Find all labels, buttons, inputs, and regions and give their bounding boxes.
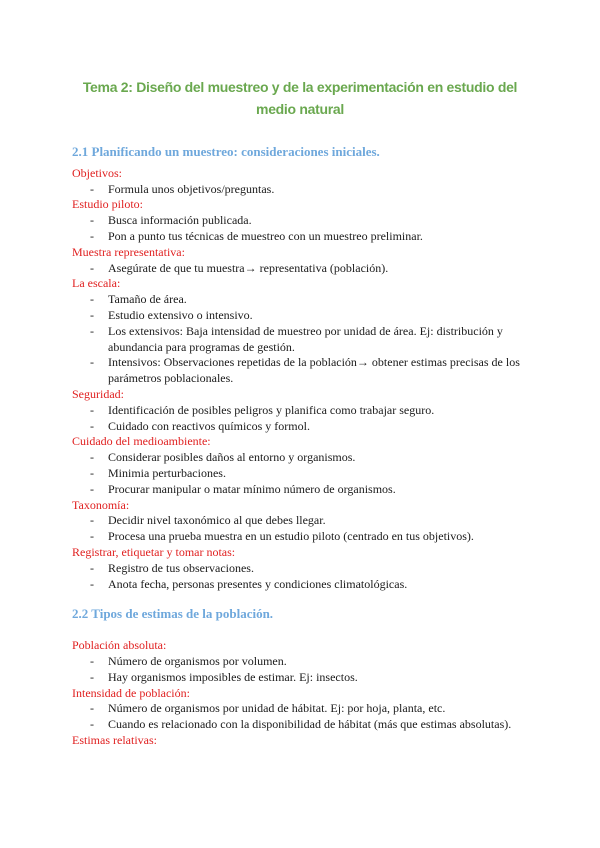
list-item-text: Tamaño de área.	[108, 292, 187, 307]
subheading-label: Seguridad:	[72, 386, 124, 401]
subheading-label: Taxonomía:	[72, 497, 130, 512]
list-item	[72, 355, 532, 387]
subheading-label: Población absoluta:	[72, 638, 167, 653]
bullet-list	[72, 182, 532, 198]
section-heading: 2.1 Planificando un muestreo: consideraciones iniciales.	[72, 144, 380, 159]
bullet-list	[72, 513, 532, 545]
dash-bullet: -	[90, 228, 94, 243]
dash-bullet: -	[90, 450, 94, 465]
bullet-list	[72, 561, 532, 593]
list-item	[72, 701, 532, 717]
list-item-text: Registro de tus observaciones.	[108, 560, 254, 575]
list-item-text: Asegúrate de que tu muestra→ representativa (población).	[108, 260, 389, 275]
dash-bullet: -	[90, 355, 94, 370]
list-item	[72, 292, 532, 308]
list-item-text: Pon a punto tus técnicas de muestreo con un muestreo preliminar.	[108, 228, 423, 243]
list-item-text: Identificación de posibles peligros y planifica como trabajar seguro.	[108, 402, 435, 417]
list-item	[72, 466, 532, 482]
list-item-text: Procesa una prueba muestra en un estudio piloto (centrado en tus objetivos).	[108, 529, 474, 544]
list-item	[72, 513, 532, 529]
list-item-text: Número de organismos por unidad de hábitat. Ej: por hoja, planta, etc.	[108, 701, 446, 716]
bullet-list	[72, 450, 532, 497]
dash-bullet: -	[90, 513, 94, 528]
document-content	[72, 144, 532, 749]
list-item	[72, 450, 532, 466]
list-item-text: Formula unos objetivos/preguntas.	[108, 181, 275, 196]
bullet-list	[72, 261, 532, 277]
dash-bullet: -	[90, 560, 94, 575]
subheading-label: Intensidad de población:	[72, 685, 190, 700]
bullet-list	[72, 403, 532, 435]
dash-bullet: -	[90, 260, 94, 275]
list-item-text: Anota fecha, personas presentes y condiciones climatológicas.	[108, 576, 408, 591]
subheading-label: Estimas relativas:	[72, 732, 157, 747]
dash-bullet: -	[90, 481, 94, 496]
list-item-text: Considerar posibles daños al entorno y organismos.	[108, 450, 356, 465]
list-item-text: Intensivos: Observaciones repetidas de la población→ obtener estimas precisas de los parámetros poblacionales.	[108, 355, 520, 386]
dash-bullet: -	[90, 701, 94, 716]
dash-bullet: -	[90, 292, 94, 307]
list-item	[72, 529, 532, 545]
list-item-text: Cuando es relacionado con la disponibilidad de hábitat (más que estimas absolutas).	[108, 717, 512, 732]
list-item	[72, 229, 532, 245]
list-item	[72, 482, 532, 498]
dash-bullet: -	[90, 653, 94, 668]
list-item-text: Busca información publicada.	[108, 213, 252, 228]
list-item	[72, 261, 532, 277]
dash-bullet: -	[90, 669, 94, 684]
list-item-text: Minimia perturbaciones.	[108, 465, 226, 480]
subheading-label: Registrar, etiquetar y tomar notas:	[72, 544, 236, 559]
section-heading: 2.2 Tipos de estimas de la población.	[72, 606, 274, 622]
bullet-list	[72, 654, 532, 686]
document-title: Tema 2: Diseño del muestreo y de la experimentación en estudio del medio natural	[82, 79, 518, 117]
list-item-text: Número de organismos por volumen.	[108, 653, 287, 668]
list-item	[72, 182, 532, 198]
dash-bullet: -	[90, 307, 94, 322]
subheading-label: Cuidado del medioambiente:	[72, 434, 211, 449]
dash-bullet: -	[90, 181, 94, 196]
list-item-text: Los extensivos: Baja intensidad de muestreo por unidad de área. Ej: distribución y abundancia para programas de gestión.	[108, 323, 503, 354]
subheading-label: La escala:	[72, 276, 121, 291]
dash-bullet: -	[90, 402, 94, 417]
heading-spacer	[72, 628, 532, 638]
subheading-label: Muestra representativa:	[72, 244, 185, 259]
list-item-text: Cuidado con reactivos químicos y formol.	[108, 418, 310, 433]
dash-bullet: -	[90, 529, 94, 544]
list-item	[72, 577, 532, 593]
dash-bullet: -	[90, 213, 94, 228]
dash-bullet: -	[90, 717, 94, 732]
subheading-label: Estudio piloto:	[72, 197, 144, 212]
bullet-list	[72, 701, 532, 733]
list-item	[72, 324, 532, 356]
list-item	[72, 213, 532, 229]
list-item	[72, 717, 532, 733]
list-item-text: Decidir nivel taxonómico al que debes llegar.	[108, 513, 326, 528]
list-item-text: Procurar manipular o matar mínimo número de organismos.	[108, 481, 396, 496]
dash-bullet: -	[90, 465, 94, 480]
dash-bullet: -	[90, 418, 94, 433]
list-item	[72, 561, 532, 577]
list-item	[72, 308, 532, 324]
dash-bullet: -	[90, 323, 94, 338]
section-spacer	[72, 592, 532, 606]
list-item	[72, 419, 532, 435]
list-item	[72, 654, 532, 670]
list-item	[72, 403, 532, 419]
subheading-label: Objetivos:	[72, 165, 122, 180]
bullet-list	[72, 292, 532, 387]
dash-bullet: -	[90, 576, 94, 591]
list-item-text: Estudio extensivo o intensivo.	[108, 307, 253, 322]
bullet-list	[72, 213, 532, 245]
list-item-text: Hay organismos imposibles de estimar. Ej: insectos.	[108, 669, 358, 684]
list-item	[72, 670, 532, 686]
